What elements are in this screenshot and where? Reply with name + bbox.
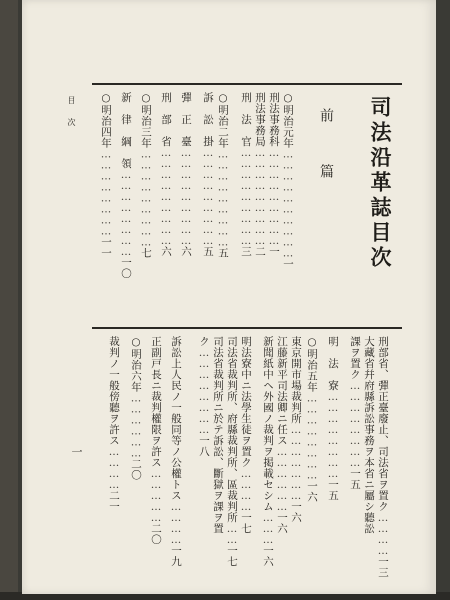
toc-entry-lower-13: 訴訟上人民ノ一般同等ノ公權トス…………一九 xyxy=(170,336,182,567)
toc-entry-lower-16: 裁判ノ一般傍聽ヲ許ス…………二一 xyxy=(108,336,120,512)
margin-label: 目 次 xyxy=(67,96,76,129)
toc-entry-lower-4: 明 法 寮……………………一五 xyxy=(327,336,339,501)
toc-entry-upper-5: ○明治二年………………………五 xyxy=(217,92,229,259)
toc-entry-lower-3: 課ヲ置ク……………………一五 xyxy=(349,336,361,490)
toc-entry-upper-2: 刑法事務科………………………一 xyxy=(268,92,280,257)
toc-entry-lower-10: 司法省裁判所、府縣裁判所、區裁判所……一七 xyxy=(226,336,238,567)
toc-entry-lower-7: 江藤新平司法卿ニ任ス………………一六 xyxy=(276,336,288,534)
middle-rule xyxy=(92,327,402,329)
toc-entry-upper-1: ○明治元年…………………………一 xyxy=(282,92,294,270)
toc-entry-upper-11: ○明治四年……………………一一 xyxy=(100,92,112,259)
toc-entry-upper-10: 新 律 綱 領……………………一〇 xyxy=(120,92,132,279)
toc-entry-lower-6: 東京開市場裁判所…………………一六 xyxy=(290,336,302,523)
toc-entry-lower-8: 新聞紙中ヘ外國ノ裁判ヲ掲載セシム………一六 xyxy=(262,336,274,567)
page-folio: 一 xyxy=(70,446,83,457)
book-binding-edge xyxy=(0,0,18,600)
toc-entry-lower-5: ○明治五年……………………一六 xyxy=(306,336,318,503)
book-page xyxy=(22,0,436,594)
toc-entry-lower-14: 正副戸長ニ裁判權限ヲ許ス……………二〇 xyxy=(150,336,162,545)
toc-entry-lower-15: ○明治六年………………二〇 xyxy=(130,336,142,481)
toc-entry-upper-6: 訴 訟 掛………………………五 xyxy=(202,92,214,257)
toc-entry-upper-4: 刑 法 官………………………三 xyxy=(240,92,252,257)
top-rule xyxy=(92,83,402,85)
toc-entry-upper-8: 刑 部 省………………………六 xyxy=(160,92,172,257)
toc-entry-lower-11: 司法省裁判所ニ於テ訴訟、斷獄ヲ課ヲ置 xyxy=(212,336,224,534)
toc-entry-lower-9: 明法寮中ニ法學生徒ヲ置ク…………一七 xyxy=(240,336,252,534)
toc-entry-upper-3: 刑法事務局………………………二 xyxy=(254,92,266,257)
toc-entry-lower-2: 大藏省幷府縣訴訟事務ヲ本省ニ屬シ聽訟 xyxy=(363,336,375,534)
toc-entry-lower-1: 刑部省、彈正臺廢止、司法省ヲ置ク…………一三 xyxy=(377,336,389,578)
page-title: 司法沿革誌目次 xyxy=(368,96,393,271)
toc-entry-lower-12: ク……………………一八 xyxy=(198,336,210,457)
section-heading: 前 篇 xyxy=(318,108,334,192)
toc-entry-upper-9: ○明治三年………………………七 xyxy=(140,92,152,259)
toc-entry-upper-7: 彈 正 臺………………………六 xyxy=(180,92,192,257)
